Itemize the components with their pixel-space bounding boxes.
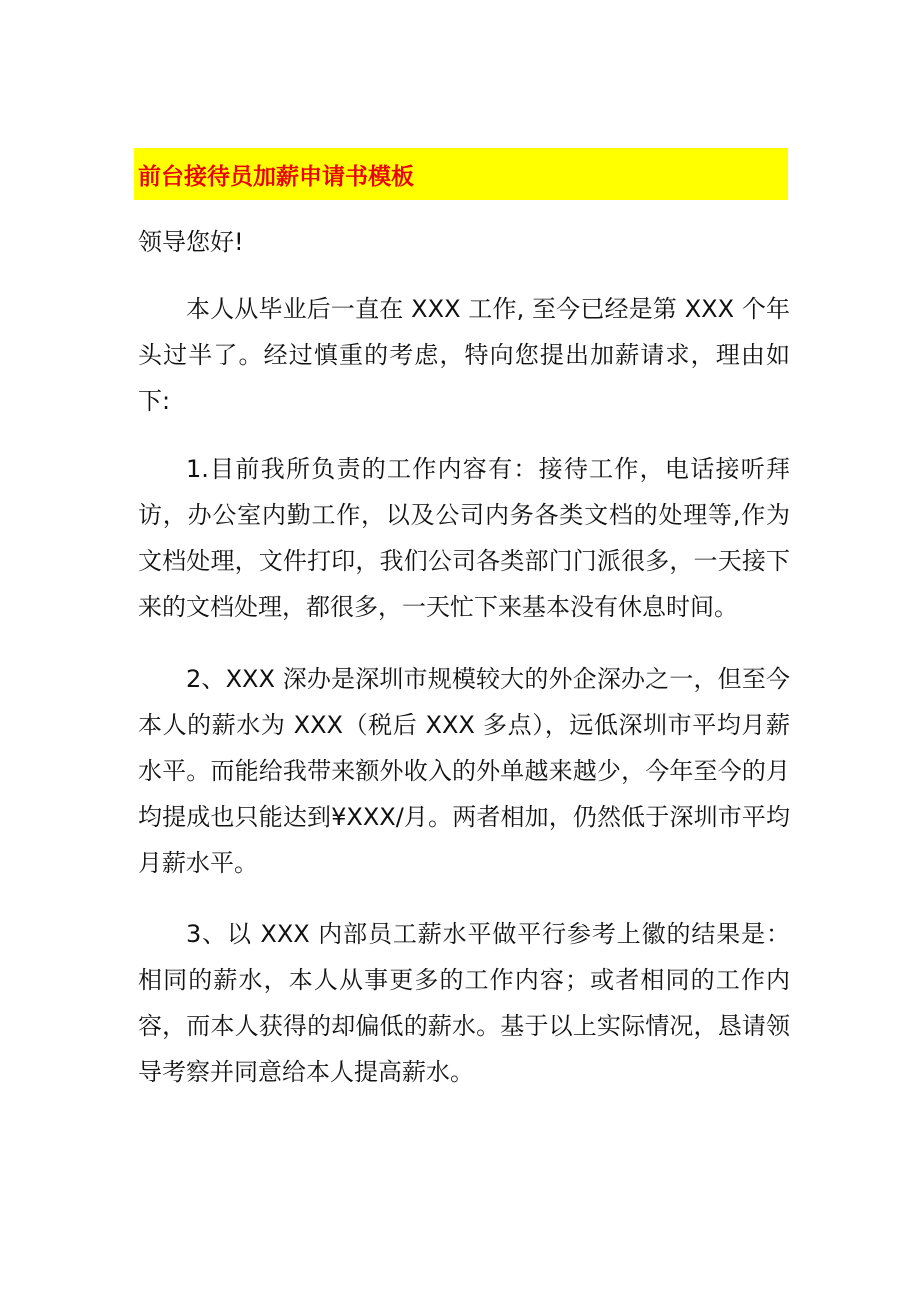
paragraph-reason-1: 1.目前我所负责的工作内容有：接待工作，电话接听拜访，办公室内勤工作，以及公司内务各类文档的处理等,作为文档处理，文件打印，我们公司各类部门门派很多，一天接下来的文档处理，都很多，一天忙下来基本没有休息时间。 bbox=[138, 455, 790, 621]
paragraph-intro: 本人从毕业后一直在 XXX 工作, 至今已经是第 XXX 个年头过半了。经过慎重的考虑，特向您提出加薪请求，理由如下: bbox=[138, 295, 790, 415]
paragraph-reason-2: 2、XXX 深办是深圳市规模较大的外企深办之一，但至今本人的薪水为 XXX（税后 XXX 多点），远低深圳市平均月薪水平。而能给我带来额外收入的外单越来越少，今年至今的月均提成也只能达到¥XXX/月。两者相加，仍然低于深圳市平均月薪水平。 bbox=[138, 665, 790, 877]
title-highlight bbox=[134, 148, 788, 200]
document-title: 前台接待员加薪申请书模板 bbox=[138, 163, 414, 190]
paragraph-reason-3: 3、以 XXX 内部员工薪水平做平行参考上徽的结果是：相同的薪水，本人从事更多的工作内容；或者相同的工作内容，而本人获得的却偏低的薪水。基于以上实际情况，恳请领导考察并同意给本人提高薪水。 bbox=[138, 920, 790, 1086]
greeting: 领导您好! bbox=[138, 228, 244, 256]
